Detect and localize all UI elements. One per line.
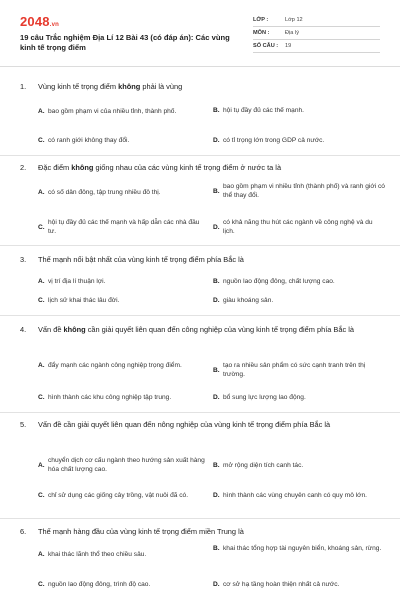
site-logo[interactable]: 2048.vn: [20, 14, 60, 29]
option-text: hình thành các vùng chuyên canh có quy mô lớn.: [223, 492, 367, 499]
option-text: bao gồm phạm vi nhiều tỉnh (thành phố) và ranh giới có thể thay đổi.: [223, 183, 385, 199]
question-text: Vùng kinh tế trọng điểm không phải là vùng: [38, 82, 183, 91]
question-divider: [0, 155, 400, 156]
meta-row-subject: [253, 27, 380, 40]
question-number: 5.: [20, 420, 27, 429]
option-letter: B.: [213, 107, 220, 114]
option-d[interactable]: [213, 136, 383, 145]
option-letter: C.: [38, 137, 45, 144]
question-4: [20, 325, 390, 335]
option-c[interactable]: [38, 580, 208, 589]
meta-value: 19: [285, 43, 292, 49]
option-c[interactable]: [38, 393, 208, 402]
question-3: [20, 255, 390, 265]
option-text: bao gồm phạm vi của nhiều tỉnh, thành phố.: [48, 107, 177, 115]
meta-row-count: [253, 40, 380, 53]
option-text: chuyển dịch cơ cấu ngành theo hướng sản xuất hàng hóa chất lượng cao.: [48, 457, 205, 473]
option-letter: D.: [213, 297, 220, 304]
option-a[interactable]: [38, 277, 208, 286]
question-6: [20, 527, 390, 537]
option-c[interactable]: [38, 491, 208, 500]
option-letter: C.: [38, 394, 45, 401]
question-divider: [0, 518, 400, 519]
option-text: hình thành các khu công nghiệp tập trung.: [48, 394, 172, 401]
option-text: giàu khoáng sản.: [223, 297, 274, 304]
option-text: vị trí địa lí thuận lợi.: [48, 278, 106, 285]
option-letter: A.: [38, 189, 45, 196]
option-letter: D.: [213, 581, 220, 588]
option-a[interactable]: [38, 550, 208, 559]
option-b[interactable]: [213, 277, 383, 286]
question-number: 2.: [20, 163, 27, 172]
option-letter: D.: [213, 137, 220, 144]
meta-value: Địa lý: [285, 30, 299, 36]
option-text: hội tụ đầy đủ các thế mạnh và hấp dẫn các nhà đầu tư.: [48, 219, 200, 235]
option-a[interactable]: [38, 361, 208, 370]
option-letter: B.: [213, 462, 220, 469]
option-text: hội tụ đầy đủ các thế mạnh.: [223, 107, 305, 114]
option-text: bổ sung lực lượng lao động.: [223, 394, 306, 401]
option-text: cơ sở hạ tầng hoàn thiện nhất cả nước.: [223, 581, 340, 588]
option-c[interactable]: [38, 136, 208, 145]
question-text: Thế mạnh hàng đầu của vùng kinh tế trọng điểm miền Trung là: [38, 527, 244, 536]
option-letter: D.: [213, 223, 220, 231]
question-text: Vấn đề không cần giải quyết liên quan đến công nghiệp của vùng kinh tế trọng điểm phía Bắc là: [38, 325, 354, 334]
option-b[interactable]: [213, 461, 383, 470]
option-b[interactable]: [213, 182, 391, 200]
option-letter: A.: [38, 362, 45, 369]
option-d[interactable]: [213, 580, 391, 589]
option-letter: D.: [213, 492, 220, 499]
question-text: Thế mạnh nổi bật nhất của vùng kinh tế trọng điểm phía Bắc là: [38, 255, 244, 264]
option-d[interactable]: [213, 296, 383, 305]
option-d[interactable]: [213, 393, 383, 402]
meta-row-class: [253, 14, 380, 27]
option-letter: C.: [38, 223, 45, 231]
meta-key: MÔN :: [253, 30, 270, 36]
option-text: khai thác tổng hợp tài nguyên biển, khoáng sản, rừng.: [223, 545, 382, 552]
meta-key: LỚP :: [253, 17, 269, 23]
option-text: có số dân đông, tập trung nhiều đô thị.: [48, 189, 161, 196]
question-1: [20, 82, 390, 92]
option-letter: B.: [213, 366, 220, 374]
option-text: có ranh giới không thay đổi.: [48, 137, 130, 144]
option-letter: B.: [213, 187, 220, 195]
option-text: mở rộng diện tích canh tác.: [223, 462, 304, 469]
option-text: tạo ra nhiều sản phẩm có sức cạnh tranh trên thị trường.: [223, 362, 366, 378]
option-b[interactable]: [213, 544, 391, 553]
question-number: 3.: [20, 255, 27, 264]
question-divider: [0, 315, 400, 316]
option-letter: B.: [213, 545, 220, 552]
option-a[interactable]: [38, 456, 208, 474]
option-letter: A.: [38, 461, 45, 469]
option-c[interactable]: [38, 218, 208, 236]
question-5: [20, 420, 390, 430]
option-letter: A.: [38, 107, 45, 115]
option-b[interactable]: [213, 361, 383, 379]
option-a[interactable]: [38, 188, 208, 197]
question-divider: [0, 245, 400, 246]
option-d[interactable]: [213, 491, 383, 500]
option-letter: C.: [38, 492, 45, 499]
question-divider: [0, 412, 400, 413]
option-c[interactable]: [38, 296, 208, 305]
option-d[interactable]: [213, 218, 383, 236]
option-letter: B.: [213, 278, 220, 285]
option-text: có tỉ trọng lớn trong GDP cả nước.: [223, 137, 325, 144]
option-letter: C.: [38, 297, 45, 304]
meta-key: SỐ CÂU :: [253, 43, 279, 49]
option-text: có khả năng thu hút các ngành về công nghệ và du lịch.: [223, 219, 373, 235]
meta-table: [253, 14, 380, 53]
option-text: đẩy mạnh các ngành công nghiệp trọng điểm.: [48, 362, 182, 369]
option-text: khai thác lãnh thổ theo chiều sâu.: [48, 551, 147, 558]
meta-value: Lớp 12: [285, 17, 303, 23]
option-text: nguồn lao động đông, trình độ cao.: [48, 581, 151, 588]
option-letter: C.: [38, 581, 45, 588]
question-number: 1.: [20, 82, 27, 91]
document-header: [0, 0, 400, 62]
question-text: Đặc điểm không giống nhau của các vùng kinh tế trọng điểm ở nước ta là: [38, 163, 282, 172]
option-letter: A.: [38, 551, 45, 558]
question-number: 6.: [20, 527, 27, 536]
question-number: 4.: [20, 325, 27, 334]
header-divider: [0, 66, 400, 67]
option-text: nguồn lao động đông, chất lượng cao.: [223, 278, 335, 285]
option-letter: D.: [213, 394, 220, 401]
option-a[interactable]: [38, 100, 204, 122]
page-title: 19 câu Trắc nghiệm Địa Lí 12 Bài 43 (có đáp án): Các vùng kinh tế trọng điểm: [20, 33, 230, 52]
option-letter: A.: [38, 278, 45, 285]
option-b[interactable]: [213, 106, 383, 115]
option-text: chỉ sử dụng các giống cây trồng, vật nuôi đã có.: [48, 492, 189, 499]
question-text: Vấn đề cần giải quyết liên quan đến nông nghiệp của vùng kinh tế trọng điểm phía Bắc là: [38, 420, 331, 429]
option-text: lịch sử khai thác lâu đời.: [48, 297, 120, 304]
question-2: [20, 163, 390, 173]
